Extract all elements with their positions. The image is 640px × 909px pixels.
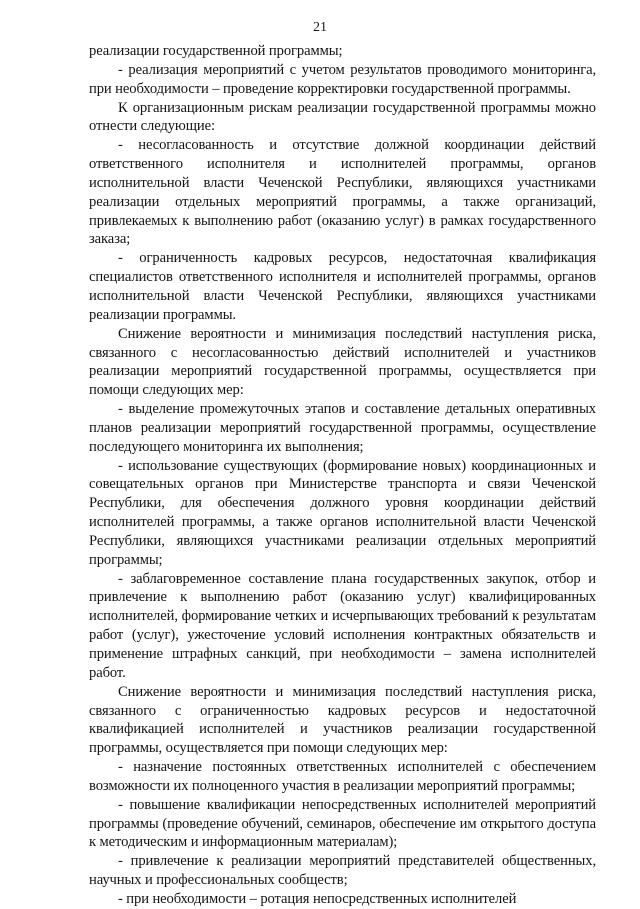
list-item: - реализация мероприятий с учетом результатов проводимого мониторинга, при необходимости – проведение корректировки государственной программы. [89,61,596,97]
list-item: - использование существующих (формирование новых) координационных и совещательных органов при Министерстве транспорта и связи Чеченской Республики, для обеспечения должного уровня координации действий исполнителей программы, а также органов исполнительной власти Чеченской Республики, являющихся участниками реализации отдельных мероприятий программы; [89,457,596,568]
list-item: - несогласованность и отсутствие должной координации действий ответственного исполнителя и исполнителей программы, органов исполнительной власти Чеченской Республики, являющихся участниками реализации отдельных мероприятий программы, а также организаций, привлекаемых к выполнению работ (оказанию услуг) в рамках государственного заказа; [89,137,596,248]
list-item: - повышение квалификации непосредственных исполнителей мероприятий программы (проведение обучений, семинаров, обеспечение им открытого доступа к методическим и информационным материалам); [89,796,596,851]
paragraph: Снижение вероятности и минимизация последствий наступления риска, связанного с ограниченностью кадровых ресурсов и недостаточной квалификацией исполнителей и участников реализации государственной программы, осуществляется при помощи следующих мер: [89,683,596,757]
document-body [89,42,596,909]
list-item: - назначение постоянных ответственных исполнителей с обеспечением возможности их полноценного участия в реализации мероприятий программы; [89,759,596,794]
list-item: - ограниченность кадровых ресурсов, недостаточная квалификация специалистов ответственного исполнителя и исполнителей программы, органов исполнительной власти Чеченской Республики, являющихся участниками реализации программы. [89,250,596,323]
list-item: - привлечение к реализации мероприятий представителей общественных, научных и профессиональных сообществ; [89,853,596,889]
paragraph: реализации государственной программы; [89,43,343,59]
paragraph: Снижение вероятности и минимизация последствий наступления риска, связанного с несогласованностью действий исполнителей и участников реализации мероприятий государственной программы, осуществляется при помощи следующих мер: [89,325,596,399]
list-item: - выделение промежуточных этапов и составление детальных оперативных планов реализации мероприятий государственной программы, осуществление последующего мониторинга их выполнения; [89,401,596,455]
page-number: 21 [313,20,327,35]
list-item: - при необходимости – ротация непосредственных исполнителей [118,890,517,907]
paragraph: К организационным рискам реализации государственной программы можно отнести следующие: [89,99,596,135]
list-item: - заблаговременное составление плана государственных закупок, отбор и привлечение к выполнению работ (оказанию услуг) квалифицированных исполнителей, формирование четких и исчерпывающих требований к результатам работ (услуг), ужесточение условий исполнения контрактных обязательств и применение штрафных санкций, при необходимости – замена исполнителей работ. [89,570,596,681]
